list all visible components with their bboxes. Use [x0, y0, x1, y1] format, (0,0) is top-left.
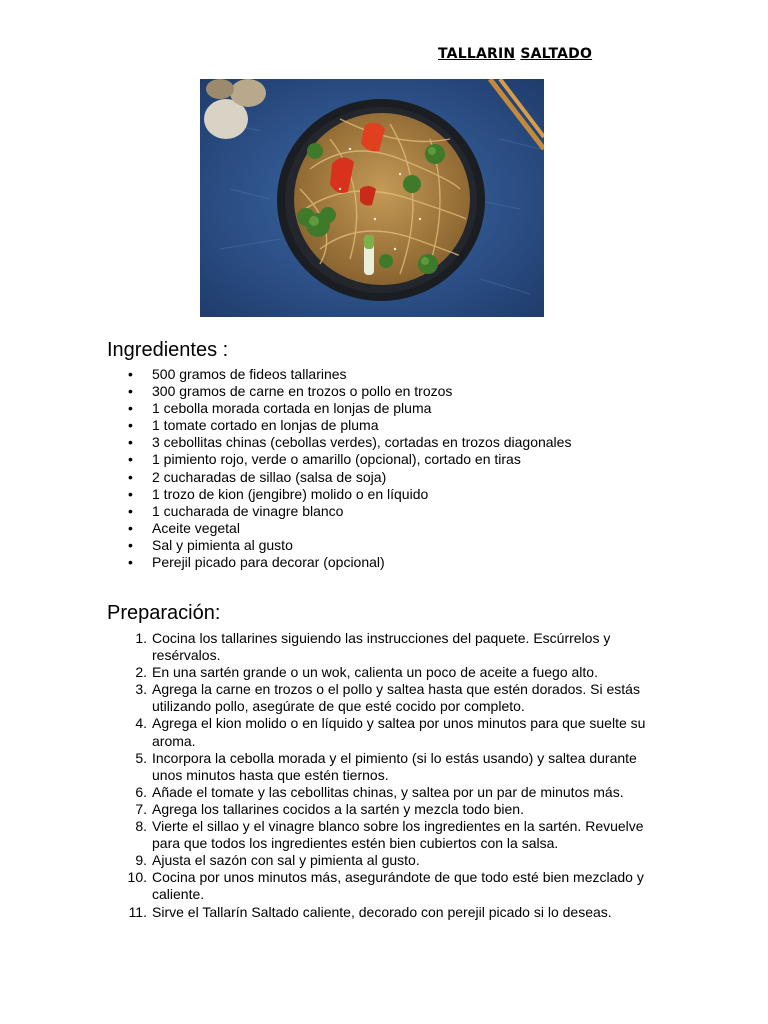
step-number: 11. [128, 903, 147, 920]
step-text-line: aroma. [152, 732, 196, 749]
step-number: 7. [135, 800, 147, 817]
ingredient-item: • Perejil picado para decorar (opcional) [107, 554, 667, 571]
step-text-line: unos minutos hasta que estén tiernos. [152, 766, 389, 783]
step-text-line: Agrega la carne en trozos o el pollo y saltea hasta que estén dorados. Si estás [152, 681, 640, 698]
step-number: 4. [135, 715, 147, 732]
preparation-step [107, 664, 667, 681]
ingredients-heading: Ingredientes : [107, 339, 229, 361]
step-text-line: Cocina por unos minutos más, asegurándote de que todo esté bien mezclado y [152, 869, 644, 886]
step-text-line: Cocina los tallarines siguiendo las instrucciones del paquete. Escúrrelos y [152, 630, 611, 646]
preparation-heading: Preparación: [107, 602, 221, 624]
preparation-step [107, 904, 667, 921]
title-word-1: TALLARIN [438, 46, 516, 62]
preparation-step [107, 681, 667, 715]
ingredient-item: • 1 trozo de kion (jengibre) molido o en líquido [107, 486, 667, 503]
step-text-line: Incorpora la cebolla morada y el pimiento (si lo estás usando) y saltea durante [152, 749, 637, 766]
step-text-line: Agrega los tallarines cocidos a la sartén y mezcla todo bien. [152, 800, 524, 817]
step-text-line: Vierte el sillao y el vinagre blanco sobre los ingredientes en la sartén. Revuelve [152, 818, 644, 835]
preparation-step [107, 750, 667, 784]
step-number: 10. [127, 869, 147, 886]
step-number: 9. [135, 852, 147, 869]
step-text-line: En una sartén grande o un wok, calienta un poco de aceite a fuego alto. [152, 664, 598, 681]
preparation-step [107, 801, 667, 818]
step-text-line: Ajusta el sazón con sal y pimienta al gusto. [152, 852, 420, 869]
step-text-line: Sirve el Tallarín Saltado caliente, decorado con perejil picado si lo deseas. [152, 903, 612, 920]
step-number: 5. [135, 749, 147, 766]
ingredient-item: • 1 cebolla morada cortada en lonjas de pluma [107, 400, 667, 417]
ingredient-item: • Sal y pimienta al gusto [107, 537, 667, 554]
noodle-dish-photo [200, 79, 544, 317]
ingredient-item: • 3 cebollitas chinas (cebollas verdes), cortadas en trozos diagonales [107, 434, 667, 451]
step-number: 3. [135, 681, 147, 698]
step-number: 8. [135, 818, 147, 835]
step-text-line: resérvalos. [152, 647, 221, 664]
step-text-line: caliente. [152, 886, 205, 903]
step-number: 6. [135, 783, 147, 800]
document-title [438, 46, 592, 62]
preparation-step [107, 869, 667, 903]
step-text-line: Agrega el kion molido o en líquido y saltea por unos minutos para que suelte su [152, 715, 646, 732]
step-text-line: para que todos los ingredientes estén bien cubiertos con la salsa. [152, 835, 559, 852]
preparation-step [107, 852, 667, 869]
title-word-2: SALTADO [520, 46, 593, 62]
ingredient-item: • 500 gramos de fideos tallarines [107, 366, 667, 383]
preparation-step [107, 715, 667, 749]
step-text-line: utilizando pollo, asegúrate de que esté cocido por completo. [152, 698, 525, 715]
step-number: 1. [135, 630, 147, 646]
ingredient-item: • 1 tomate cortado en lonjas de pluma [107, 417, 667, 434]
ingredients-list [107, 366, 667, 571]
ingredient-item: • 1 pimiento rojo, verde o amarillo (opcional), cortado en tiras [107, 451, 667, 468]
preparation-steps [107, 630, 667, 921]
preparation-step [107, 818, 667, 852]
ingredient-item: • 2 cucharadas de sillao (salsa de soja) [107, 469, 667, 486]
step-text-line: Añade el tomate y las cebollitas chinas, y saltea por un par de minutos más. [152, 783, 624, 800]
ingredient-item: • 300 gramos de carne en trozos o pollo en trozos [107, 383, 667, 400]
ingredient-item: • Aceite vegetal [107, 520, 667, 537]
preparation-step [107, 784, 667, 801]
ingredient-item: • 1 cucharada de vinagre blanco [107, 503, 667, 520]
preparation-step [107, 630, 667, 664]
step-number: 2. [135, 664, 147, 681]
